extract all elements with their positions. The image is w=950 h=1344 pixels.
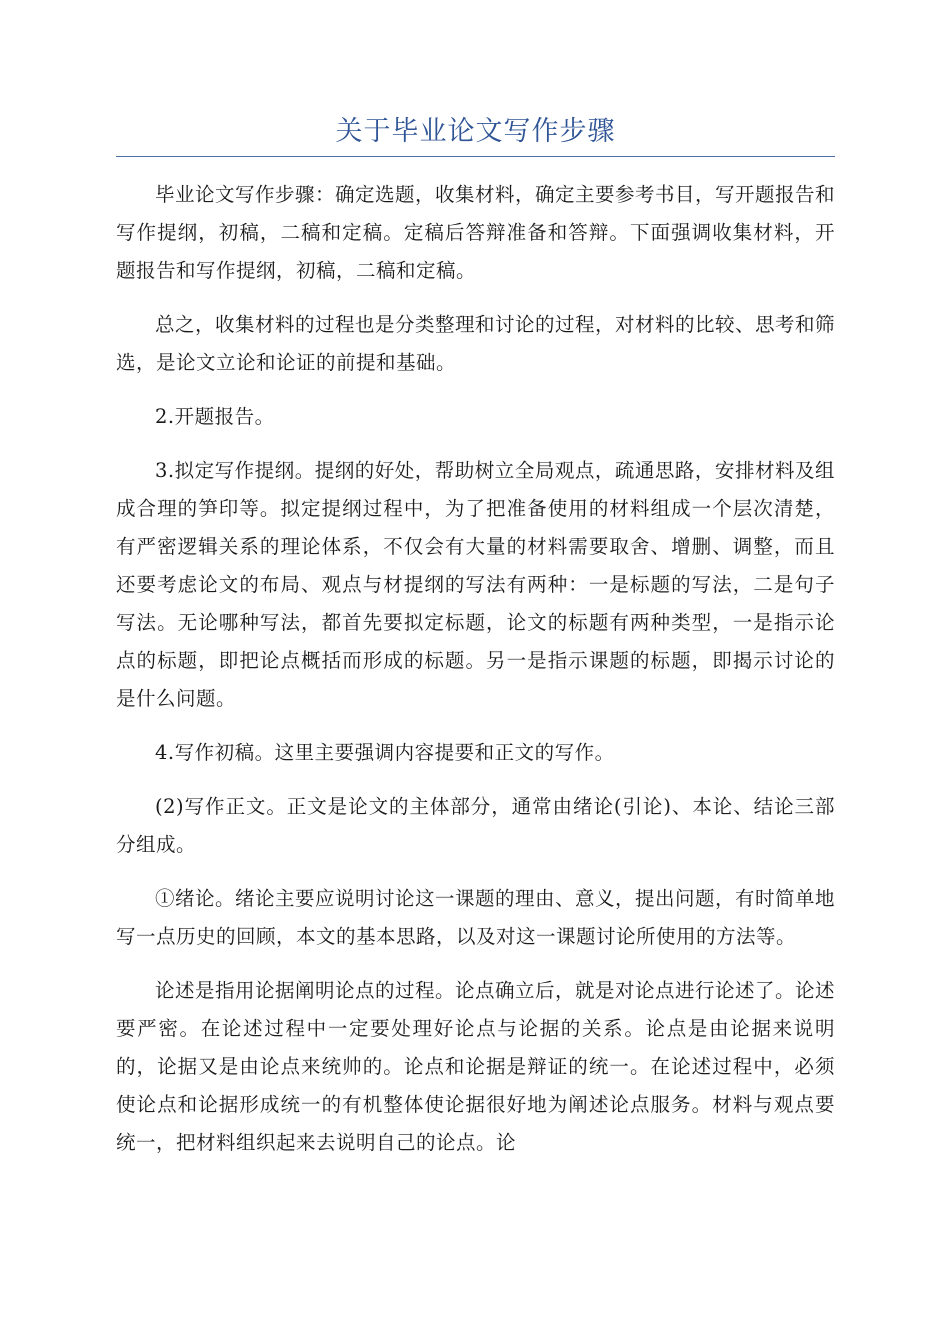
paragraph-argumentation: 论述是指用论据阐明论点的过程。论点确立后，就是对论点进行论述了。论述要严密。在论述过程中一定要处理好论点与论据的关系。论点是由论据来说明的，论据又是由论点来统帅的。论点和论据是辩证的统一。在论述过程中，必须使论点和论据形成统一的有机整体使论据很好地为阐述论点服务。材料与观点要统一，把材料组织起来去说明自己的论点。论	[116, 979, 836, 1154]
paragraph-intro: 毕业论文写作步骤：确定选题，收集材料，确定主要参考书目，写开题报告和写作提纲，初稿，二稿和定稿。定稿后答辩准备和答辩。下面强调收集材料，开题报告和写作提纲，初稿，二稿和定稿。	[116, 183, 836, 282]
title-block	[116, 112, 835, 157]
paragraph-main-text: (2)写作正文。正文是论文的主体部分，通常由绪论(引论)、本论、结论三部分组成。	[116, 795, 835, 856]
paragraph-summary: 总之，收集材料的过程也是分类整理和讨论的过程，对材料的比较、思考和筛选，是论文立论和论证的前提和基础。	[116, 313, 836, 374]
paragraph-proposal: 2.开题报告。	[155, 405, 275, 428]
paragraph-outline: 3.拟定写作提纲。提纲的好处，帮助树立全局观点，疏通思路，安排材料及组成合理的笋印等。拟定提纲过程中，为了把准备使用的材料组成一个层次清楚，有严密逻辑关系的理论体系，不仅会有大量的材料需要取舍、增删、调整，而且还要考虑论文的布局、观点与材提纲的写法有两种：一是标题的写法，二是句子写法。无论哪种写法，都首先要拟定标题，论文的标题有两种类型，一是指示论点的标题，即把论点概括而形成的标题。另一是指示课题的标题，即揭示讨论的是什么问题。	[116, 459, 835, 710]
document-body	[116, 176, 835, 1178]
document-title: 关于毕业论文写作步骤	[335, 116, 616, 147]
paragraph-first-draft: 4.写作初稿。这里主要强调内容提要和正文的写作。	[155, 741, 615, 764]
paragraph-introduction: ①绪论。绪论主要应说明讨论这一课题的理由、意义，提出问题，有时简单地写一点历史的回顾，本文的基本思路，以及对这一课题讨论所使用的方法等。	[116, 887, 836, 948]
